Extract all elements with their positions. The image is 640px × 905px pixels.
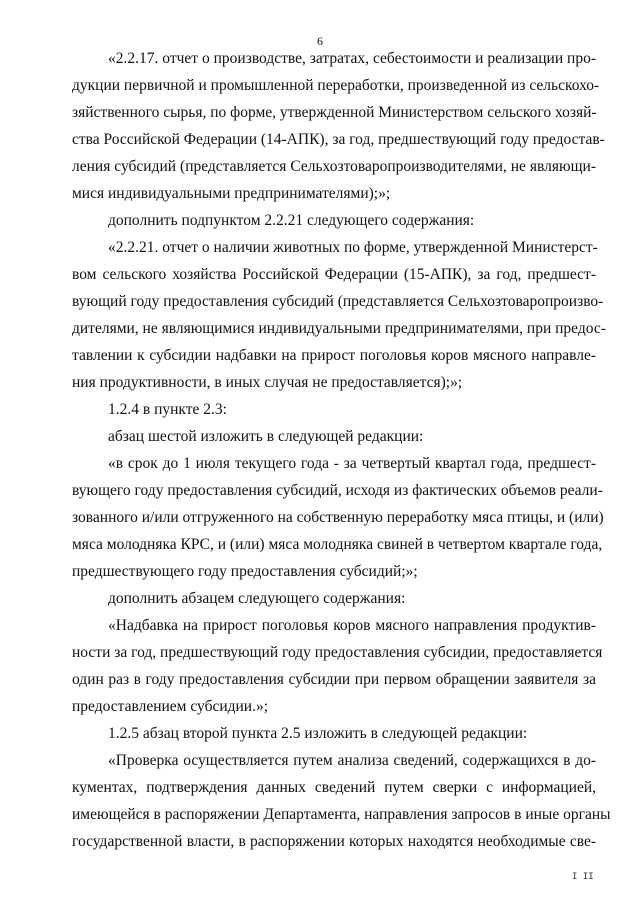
text-line: государственной власти, в распоряжении которых находятся необходимые све- [72, 833, 596, 850]
text-line: ности за год, предшествующий году предоставления субсидии, предоставляется [72, 644, 603, 661]
paragraph-add-2-2-21 [72, 207, 596, 234]
paragraph-srok [72, 450, 604, 585]
text-line: «в срок до 1 июля текущего года - за четвертый квартал года, предшест- [108, 455, 596, 472]
text-line: «2.2.21. отчет о наличии животных по форме, утвержденной Министерст- [108, 239, 598, 256]
text-line: 1.2.5 абзац второй пункта 2.5 изложить в следующей редакции: [108, 725, 528, 742]
text-line: ния продуктивности, в иных случая не предоставляется);»; [72, 374, 463, 391]
text-line: зяйственного сырья, по форме, утвержденной Министерством сельского хозяй- [72, 104, 597, 121]
text-line: дукции первичной и промышленной переработки, произведенной из сельскохо- [72, 77, 600, 94]
paragraph-1-2-4 [72, 396, 596, 423]
text-line: один раз в году предоставления субсидии при первом обращении заявителя за [72, 671, 596, 688]
text-line: тавлении к субсидии надбавки на прирост поголовья коров мясного направле- [72, 347, 596, 364]
text-line: дополнить подпунктом 2.2.21 следующего содержания: [108, 212, 475, 229]
paragraph-add-abzac [72, 585, 596, 612]
text-line: мися индивидуальными предпринимателями);»; [72, 185, 391, 202]
text-line: абзац шестой изложить в следующей редакции: [108, 428, 424, 445]
text-line: зованного и/или отгруженного на собственную переработку мяса птицы, и (или) [72, 509, 604, 526]
text-line: вующего году предоставления субсидий, исходя из фактических объемов реали- [72, 482, 603, 499]
text-line: имеющейся в распоряжении Департамента, направления запросов в иные органы [72, 806, 611, 823]
text-line: предоставлением субсидии.»; [72, 698, 269, 715]
paragraph-2-2-17 [72, 45, 605, 207]
text-line: кументах, подтверждения данных сведений путем сверки с информацией, [72, 779, 596, 796]
paragraph-proverka [72, 747, 611, 855]
document-body [72, 45, 611, 855]
text-line: ления субсидий (представляется Сельхозтоваропроизводителями, не являющи- [72, 158, 596, 175]
text-line: «2.2.17. отчет о производстве, затратах, себестоимости и реализации про- [108, 50, 596, 67]
text-line: ства Российской Федерации (14-АПК), за год, предшествующий году предостав- [72, 131, 605, 148]
text-line: «Проверка осуществляется путем анализа сведений, содержащихся в до- [108, 752, 596, 769]
text-line: «Надбавка на прирост поголовья коров мясного направления продуктив- [108, 617, 596, 634]
text-line: предшествующего году предоставления субсидий;»; [72, 563, 418, 580]
text-line: дителями, не являющимися индивидуальными предпринимателями, при предос- [72, 320, 606, 337]
paragraph-abzac-6 [72, 423, 596, 450]
paragraph-1-2-5 [72, 720, 596, 747]
text-line: дополнить абзацем следующего содержания: [108, 590, 406, 607]
paragraph-nadbavka [72, 612, 603, 720]
text-line: 1.2.4 в пункте 2.3: [108, 401, 227, 418]
page-number: 6 [317, 34, 323, 48]
text-line: мяса молодняка КРС, и (или) мяса молодняка свиней в четвертом квартале года, [72, 536, 603, 553]
footer-mark: I II [572, 872, 594, 882]
paragraph-2-2-21 [72, 234, 606, 396]
text-line: вом сельского хозяйства Российской Федерации (15-АПК), за год, предшест- [72, 266, 596, 283]
text-line: вующий году предоставления субсидий (представляется Сельхозтоваропроизво- [72, 293, 604, 310]
